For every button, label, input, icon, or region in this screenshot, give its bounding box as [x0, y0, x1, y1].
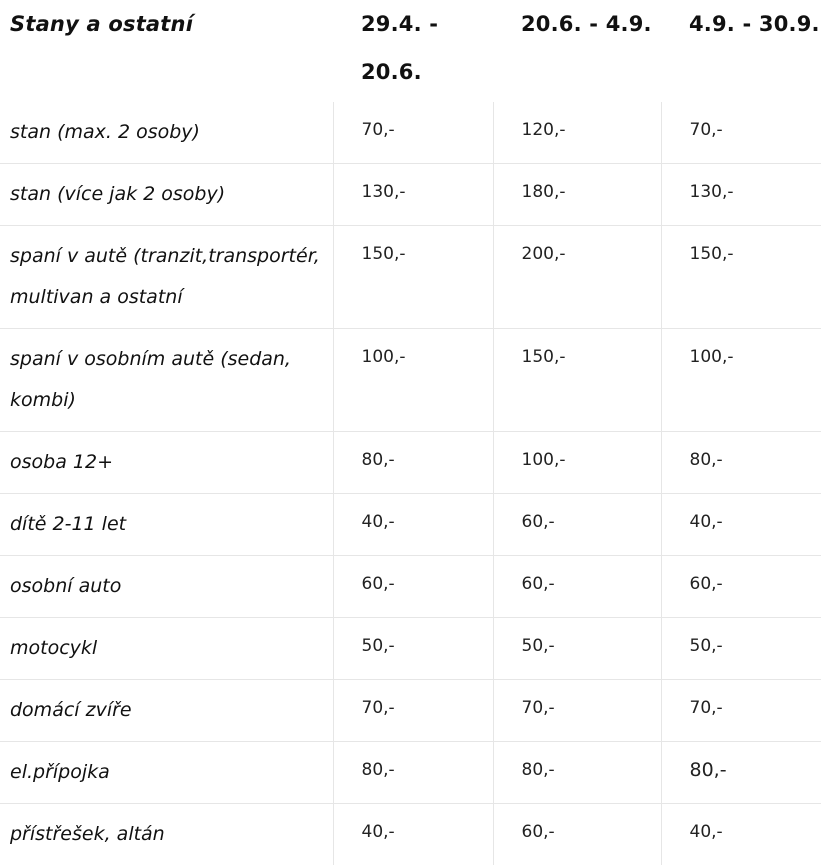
row-label: domácí zvíře [0, 680, 333, 742]
row-label: motocykl [0, 618, 333, 680]
row-label: dítě 2-11 let [0, 494, 333, 556]
price-season-3: 60,- [661, 556, 821, 618]
price-season-3: 40,- [661, 804, 821, 865]
row-label: osoba 12+ [0, 432, 333, 494]
price-season-3: 40,- [661, 494, 821, 556]
price-season-2: 200,- [493, 226, 661, 329]
price-season-3: 100,- [661, 329, 821, 432]
price-season-3: 130,- [661, 164, 821, 226]
price-season-1: 70,- [333, 680, 493, 742]
table-row [0, 164, 821, 226]
table-row [0, 804, 821, 865]
price-season-3: 70,- [661, 680, 821, 742]
row-label: el.přípojka [0, 742, 333, 804]
price-season-3: 80,- [661, 742, 821, 804]
table-row [0, 432, 821, 494]
table-row [0, 618, 821, 680]
price-season-1: 60,- [333, 556, 493, 618]
price-season-2: 70,- [493, 680, 661, 742]
table-row [0, 329, 821, 432]
price-season-2: 180,- [493, 164, 661, 226]
price-season-1: 70,- [333, 102, 493, 164]
table-row [0, 742, 821, 804]
price-season-1: 80,- [333, 742, 493, 804]
table-row [0, 226, 821, 329]
price-season-3: 70,- [661, 102, 821, 164]
header-season-3: 4.9. - 30.9. [661, 0, 821, 102]
price-season-1: 40,- [333, 804, 493, 865]
price-season-2: 60,- [493, 556, 661, 618]
row-label: spaní v autě (tranzit,transportér, multivan a ostatní [0, 226, 333, 329]
price-season-1: 50,- [333, 618, 493, 680]
price-season-2: 80,- [493, 742, 661, 804]
row-label: stan (max. 2 osoby) [0, 102, 333, 164]
price-season-3: 150,- [661, 226, 821, 329]
price-season-2: 150,- [493, 329, 661, 432]
header-row [0, 0, 821, 102]
price-season-1: 130,- [333, 164, 493, 226]
price-season-2: 60,- [493, 804, 661, 865]
header-season-1: 29.4. - 20.6. [333, 0, 493, 102]
price-season-2: 60,- [493, 494, 661, 556]
price-season-2: 100,- [493, 432, 661, 494]
price-season-1: 150,- [333, 226, 493, 329]
table-row [0, 556, 821, 618]
price-season-1: 40,- [333, 494, 493, 556]
price-season-1: 100,- [333, 329, 493, 432]
row-label: spaní v osobním autě (sedan, kombi) [0, 329, 333, 432]
price-season-2: 50,- [493, 618, 661, 680]
price-season-2: 120,- [493, 102, 661, 164]
table-row [0, 680, 821, 742]
row-label: osobní auto [0, 556, 333, 618]
row-label: stan (více jak 2 osoby) [0, 164, 333, 226]
price-season-1: 80,- [333, 432, 493, 494]
row-label: přístřešek, altán [0, 804, 333, 865]
price-season-3: 80,- [661, 432, 821, 494]
table-row [0, 102, 821, 164]
table-row [0, 494, 821, 556]
price-season-3: 50,- [661, 618, 821, 680]
header-category: Stany a ostatní [0, 0, 333, 102]
header-season-2: 20.6. - 4.9. [493, 0, 661, 102]
